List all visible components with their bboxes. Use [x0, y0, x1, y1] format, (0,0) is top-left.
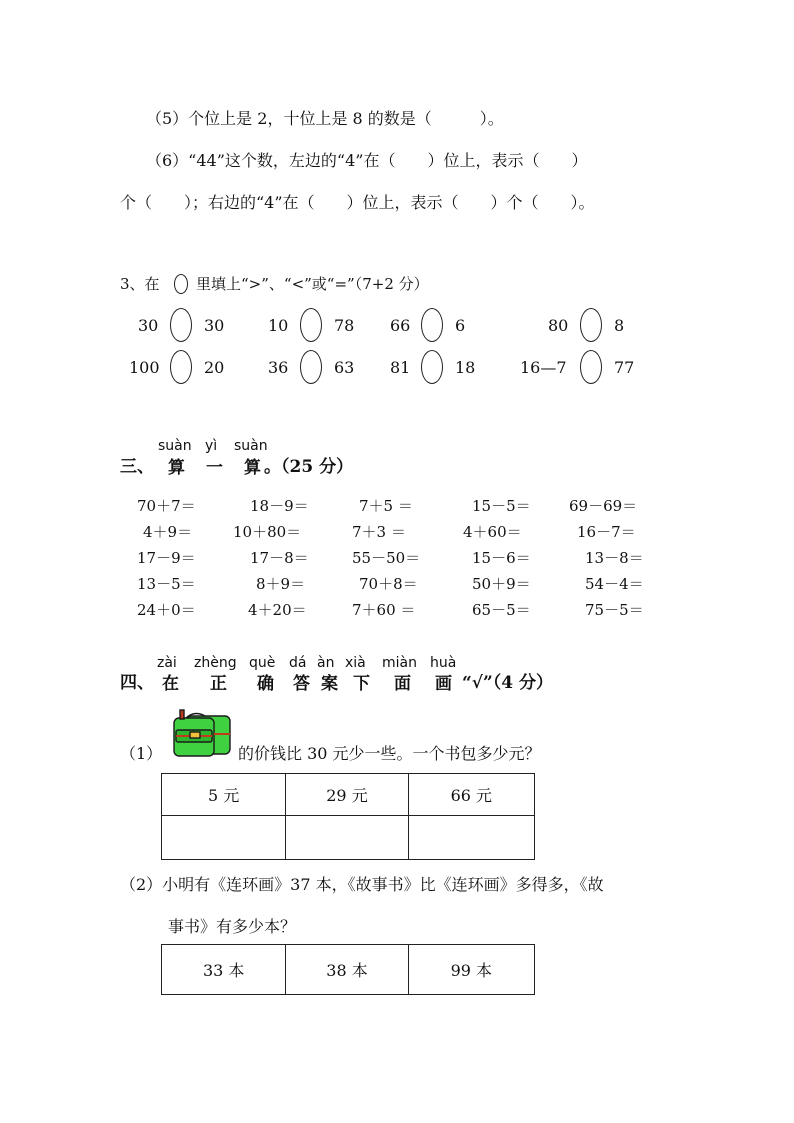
answer-checkbox-cell[interactable]: [408, 816, 534, 860]
heading-char: 算: [244, 458, 261, 478]
question-1-answer-table: [161, 773, 535, 860]
option-cell[interactable]: 38 本: [286, 945, 408, 995]
pinyin: què: [249, 655, 276, 671]
compare-circle[interactable]: [580, 308, 602, 342]
arithmetic-item: 15－6＝: [472, 549, 531, 567]
compare-left: 16—7: [520, 358, 567, 377]
compare-left: 36: [268, 358, 289, 377]
arithmetic-item: 75－5＝: [585, 601, 644, 619]
heading-char: 画: [435, 674, 452, 694]
compare-left: 81: [390, 358, 411, 377]
pinyin: àn: [317, 655, 335, 671]
section-3-points: 。（25 分）: [264, 457, 354, 477]
backpack-icon: [170, 708, 236, 760]
compare-left: 80: [548, 316, 569, 335]
heading-char: 正: [210, 674, 227, 694]
compare-left: 10: [268, 316, 289, 335]
arithmetic-item: 13－5＝: [137, 575, 196, 593]
pinyin: zài: [157, 655, 177, 671]
arithmetic-item: 4＋20＝: [248, 601, 307, 619]
arithmetic-item: 69－69＝: [569, 497, 638, 515]
question-1-text: 的价钱比 30 元少一些。一个书包多少元？: [238, 744, 541, 763]
compare-right: 63: [334, 358, 355, 377]
option-cell: 66 元: [408, 774, 534, 816]
heading-char: 答: [293, 674, 310, 694]
arithmetic-item: 55－50＝: [352, 549, 421, 567]
pinyin: huà: [430, 655, 457, 671]
compare-left: 30: [138, 316, 159, 335]
compare-circle[interactable]: [300, 308, 322, 342]
question-2-line2: 事书》有多少本？: [168, 917, 297, 936]
heading-char: 算: [168, 458, 185, 478]
arithmetic-item: 16－7＝: [577, 523, 636, 541]
option-cell: 29 元: [286, 774, 408, 816]
heading-char: 一: [206, 458, 223, 478]
arithmetic-item: 8＋9＝: [256, 575, 306, 593]
arithmetic-item: 10＋80＝: [233, 523, 302, 541]
section-3-label: 三、: [120, 457, 154, 477]
arithmetic-item: 54－4＝: [585, 575, 644, 593]
pinyin: suàn: [158, 438, 192, 454]
arithmetic-item: 4＋60＝: [463, 523, 522, 541]
question-6-line1: （6）“44”这个数，左边的“4”在（ ）位上，表示（ ）: [146, 151, 588, 170]
pinyin: xià: [345, 655, 366, 671]
option-cell[interactable]: 99 本: [408, 945, 534, 995]
compare-circle[interactable]: [170, 350, 192, 384]
arithmetic-item: 50＋9＝: [472, 575, 531, 593]
question-6-line2: 个（ ）；右边的“4”在（ ）位上，表示（ ）个（ ）。: [120, 193, 595, 212]
compare-right: 30: [204, 316, 225, 335]
question-1-number: （1）: [120, 744, 163, 763]
arithmetic-item: 15－5＝: [472, 497, 531, 515]
compare-left: 66: [390, 316, 411, 335]
arithmetic-item: 18－9＝: [250, 497, 309, 515]
arithmetic-item: 4＋9＝: [143, 523, 193, 541]
compare-circle[interactable]: [421, 350, 443, 384]
arithmetic-item: 17－9＝: [137, 549, 196, 567]
pinyin: zhèng: [194, 655, 237, 671]
pinyin: miàn: [382, 655, 417, 671]
compare-right: 6: [455, 316, 466, 335]
compare-circle[interactable]: [170, 308, 192, 342]
compare-left: 100: [129, 358, 160, 377]
arithmetic-item: 7＋60 ＝: [352, 601, 416, 619]
compare-right: 8: [614, 316, 625, 335]
question-5: （5）个位上是 2，十位上是 8 的数是（ ）。: [146, 109, 504, 128]
compare-circle[interactable]: [300, 350, 322, 384]
arithmetic-item: 70＋8＝: [359, 575, 418, 593]
arithmetic-item: 70＋7＝: [137, 497, 196, 515]
heading-char: 案: [321, 674, 338, 694]
pinyin: yì: [205, 438, 218, 454]
option-cell[interactable]: 33 本: [162, 945, 286, 995]
heading-char: 下: [353, 674, 370, 694]
compare-right: 78: [334, 316, 355, 335]
arithmetic-item: 24＋0＝: [137, 601, 196, 619]
heading-char: 在: [162, 674, 179, 694]
arithmetic-item: 17－8＝: [250, 549, 309, 567]
pinyin: dá: [289, 655, 307, 671]
compare-right: 77: [614, 358, 635, 377]
arithmetic-item: 7＋3 ＝: [352, 523, 406, 541]
question-2-answer-table: [161, 944, 535, 995]
section-4-label: 四、: [120, 673, 154, 693]
pinyin: suàn: [234, 438, 268, 454]
compare-heading-prefix: 3、在: [120, 275, 160, 293]
section-4-points: “√”（4 分）: [462, 673, 553, 693]
heading-char: 确: [257, 674, 274, 694]
arithmetic-item: 13－8＝: [585, 549, 644, 567]
compare-right: 18: [455, 358, 476, 377]
answer-checkbox-cell[interactable]: [286, 816, 408, 860]
compare-right: 20: [204, 358, 225, 377]
compare-circle[interactable]: [421, 308, 443, 342]
arithmetic-item: 65－5＝: [472, 601, 531, 619]
question-2-line1: （2）小明有《连环画》37 本，《故事书》比《连环画》多得多，《故: [120, 875, 604, 894]
circle-icon: [174, 274, 188, 294]
option-cell: 5 元: [162, 774, 286, 816]
compare-circle[interactable]: [580, 350, 602, 384]
answer-checkbox-cell[interactable]: [162, 816, 286, 860]
arithmetic-item: 7＋5 ＝: [359, 497, 413, 515]
compare-heading-suffix: 里填上“>”、“<”或“=”（7+2 分）: [196, 275, 429, 293]
heading-char: 面: [394, 674, 411, 694]
